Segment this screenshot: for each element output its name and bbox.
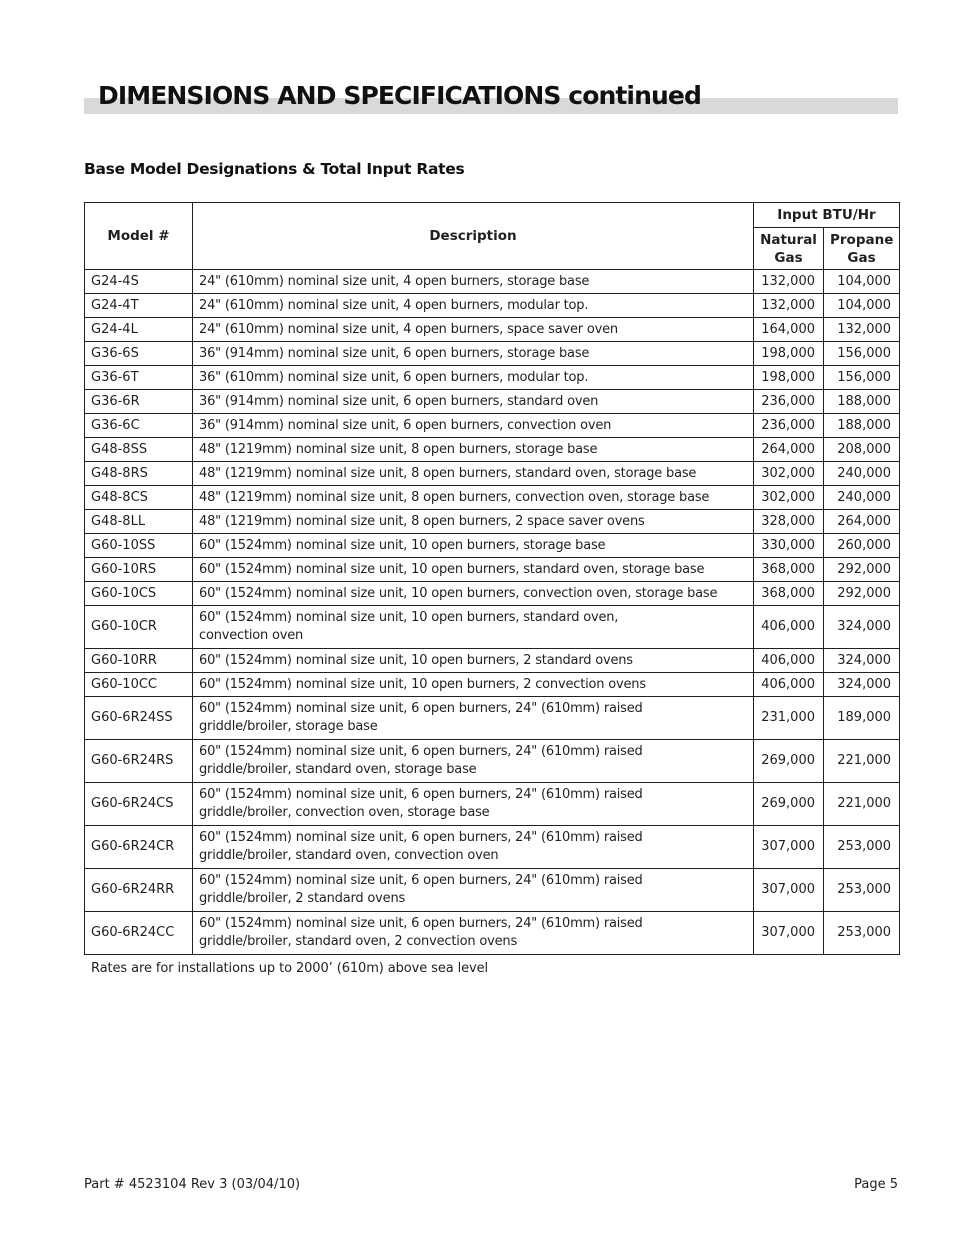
table-row — [85, 270, 900, 294]
page-number: Page 5 — [854, 1177, 898, 1192]
cell-natural-gas: 368,000 — [754, 582, 824, 606]
cell-description — [193, 366, 754, 390]
description-line: 60" (1524mm) nominal size unit, 10 open burners, 2 standard ovens — [199, 652, 633, 668]
table-row — [85, 558, 900, 582]
spec-table — [84, 202, 900, 955]
description-line: 60" (1524mm) nominal size unit, 10 open burners, convection oven, storage base — [199, 585, 718, 601]
cell-model: G36-6T — [85, 366, 193, 390]
cell-natural-gas: 269,000 — [754, 740, 824, 783]
description-line: 60" (1524mm) nominal size unit, 6 open burners, 24" (610mm) raised — [199, 744, 643, 759]
header-propane-gas: Propane Gas — [824, 228, 900, 270]
cell-model: G48-8SS — [85, 438, 193, 462]
cell-model: G60-6R24RR — [85, 869, 193, 912]
cell-model: G60-10RS — [85, 558, 193, 582]
description-line: 60" (1524mm) nominal size unit, 10 open burners, storage base — [199, 537, 606, 553]
cell-model: G60-10CR — [85, 606, 193, 649]
cell-natural-gas: 164,000 — [754, 318, 824, 342]
cell-description — [193, 534, 754, 558]
cell-description — [193, 342, 754, 366]
description-line: convection oven — [199, 628, 304, 643]
table-row — [85, 826, 900, 869]
cell-model: G48-8LL — [85, 510, 193, 534]
cell-natural-gas: 406,000 — [754, 673, 824, 697]
cell-description — [193, 740, 754, 783]
description-line: 48" (1219mm) nominal size unit, 8 open burners, convection oven, storage base — [199, 489, 710, 505]
cell-model: G24-4L — [85, 318, 193, 342]
table-row — [85, 673, 900, 697]
cell-propane-gas: 104,000 — [824, 294, 900, 318]
cell-model: G60-10SS — [85, 534, 193, 558]
cell-natural-gas: 307,000 — [754, 912, 824, 955]
description-line: 48" (1219mm) nominal size unit, 8 open burners, 2 space saver ovens — [199, 513, 645, 529]
cell-natural-gas: 368,000 — [754, 558, 824, 582]
cell-model: G60-6R24CS — [85, 783, 193, 826]
description-line: 60" (1524mm) nominal size unit, 6 open burners, 24" (610mm) raised — [199, 873, 643, 888]
cell-propane-gas: 104,000 — [824, 270, 900, 294]
cell-description — [193, 869, 754, 912]
table-row — [85, 510, 900, 534]
cell-natural-gas: 236,000 — [754, 390, 824, 414]
cell-natural-gas: 231,000 — [754, 697, 824, 740]
cell-natural-gas: 302,000 — [754, 462, 824, 486]
header-input-btu: Input BTU/Hr — [754, 203, 900, 228]
cell-natural-gas: 406,000 — [754, 649, 824, 673]
footnote: Rates are for installations up to 2000’ (610m) above sea level — [91, 961, 489, 976]
cell-propane-gas: 156,000 — [824, 366, 900, 390]
table-row — [85, 486, 900, 510]
table-row — [85, 342, 900, 366]
cell-description — [193, 673, 754, 697]
cell-model: G60-10CS — [85, 582, 193, 606]
description-line: griddle/broiler, convection oven, storage base — [199, 805, 490, 820]
description-line: griddle/broiler, standard oven, 2 convection ovens — [199, 934, 518, 949]
cell-propane-gas: 324,000 — [824, 673, 900, 697]
header-natural-gas: Natural Gas — [754, 228, 824, 270]
cell-description — [193, 318, 754, 342]
cell-natural-gas: 198,000 — [754, 342, 824, 366]
cell-model: G60-10RR — [85, 649, 193, 673]
description-line: 60" (1524mm) nominal size unit, 10 open burners, standard oven, — [199, 610, 619, 625]
cell-propane-gas: 221,000 — [824, 740, 900, 783]
cell-propane-gas: 240,000 — [824, 486, 900, 510]
cell-natural-gas: 236,000 — [754, 414, 824, 438]
table-row — [85, 414, 900, 438]
cell-natural-gas: 269,000 — [754, 783, 824, 826]
cell-description — [193, 912, 754, 955]
cell-model: G36-6C — [85, 414, 193, 438]
table-row — [85, 649, 900, 673]
table-row — [85, 606, 900, 649]
cell-natural-gas: 198,000 — [754, 366, 824, 390]
cell-description — [193, 294, 754, 318]
table-header — [85, 203, 900, 270]
description-line: griddle/broiler, storage base — [199, 719, 378, 734]
cell-natural-gas: 330,000 — [754, 534, 824, 558]
cell-model: G60-6R24RS — [85, 740, 193, 783]
cell-natural-gas: 406,000 — [754, 606, 824, 649]
cell-propane-gas: 260,000 — [824, 534, 900, 558]
section-heading: Base Model Designations & Total Input Rates — [84, 160, 465, 178]
description-line: 60" (1524mm) nominal size unit, 6 open burners, 24" (610mm) raised — [199, 830, 643, 845]
cell-propane-gas: 264,000 — [824, 510, 900, 534]
description-line: griddle/broiler, standard oven, storage base — [199, 762, 477, 777]
cell-description — [193, 606, 754, 649]
cell-natural-gas: 132,000 — [754, 270, 824, 294]
cell-propane-gas: 292,000 — [824, 558, 900, 582]
description-line: 60" (1524mm) nominal size unit, 10 open burners, 2 convection ovens — [199, 676, 646, 692]
cell-propane-gas: 253,000 — [824, 869, 900, 912]
cell-propane-gas: 189,000 — [824, 697, 900, 740]
header-model: Model # — [85, 203, 193, 270]
description-line: griddle/broiler, 2 standard ovens — [199, 891, 406, 906]
cell-description — [193, 438, 754, 462]
cell-natural-gas: 307,000 — [754, 869, 824, 912]
cell-propane-gas: 240,000 — [824, 462, 900, 486]
cell-natural-gas: 132,000 — [754, 294, 824, 318]
description-line: 48" (1219mm) nominal size unit, 8 open burners, standard oven, storage base — [199, 465, 697, 481]
cell-model: G48-8CS — [85, 486, 193, 510]
cell-propane-gas: 156,000 — [824, 342, 900, 366]
table-row — [85, 318, 900, 342]
cell-propane-gas: 132,000 — [824, 318, 900, 342]
cell-natural-gas: 264,000 — [754, 438, 824, 462]
cell-model: G60-10CC — [85, 673, 193, 697]
cell-description — [193, 486, 754, 510]
description-line: 60" (1524mm) nominal size unit, 10 open burners, standard oven, storage base — [199, 561, 705, 577]
table-row — [85, 912, 900, 955]
table-row — [85, 740, 900, 783]
description-line: 60" (1524mm) nominal size unit, 6 open burners, 24" (610mm) raised — [199, 916, 643, 931]
table-row — [85, 534, 900, 558]
table-row — [85, 390, 900, 414]
cell-model: G60-6R24SS — [85, 697, 193, 740]
description-line: 24" (610mm) nominal size unit, 4 open burners, space saver oven — [199, 321, 618, 337]
cell-description — [193, 826, 754, 869]
description-line: 60" (1524mm) nominal size unit, 6 open burners, 24" (610mm) raised — [199, 701, 643, 716]
description-line: 36" (914mm) nominal size unit, 6 open burners, storage base — [199, 345, 590, 361]
description-line: 60" (1524mm) nominal size unit, 6 open burners, 24" (610mm) raised — [199, 787, 643, 802]
cell-description — [193, 270, 754, 294]
table-row — [85, 783, 900, 826]
cell-model: G60-6R24CR — [85, 826, 193, 869]
description-line: 24" (610mm) nominal size unit, 4 open burners, modular top. — [199, 297, 589, 313]
cell-propane-gas: 253,000 — [824, 826, 900, 869]
table-row — [85, 294, 900, 318]
cell-description — [193, 390, 754, 414]
cell-model: G60-6R24CC — [85, 912, 193, 955]
cell-propane-gas: 253,000 — [824, 912, 900, 955]
table-row — [85, 462, 900, 486]
cell-description — [193, 783, 754, 826]
cell-model: G24-4T — [85, 294, 193, 318]
cell-propane-gas: 188,000 — [824, 390, 900, 414]
cell-description — [193, 510, 754, 534]
cell-model: G36-6R — [85, 390, 193, 414]
cell-description — [193, 414, 754, 438]
description-line: 36" (914mm) nominal size unit, 6 open burners, convection oven — [199, 417, 612, 433]
cell-description — [193, 558, 754, 582]
table-row — [85, 438, 900, 462]
cell-description — [193, 462, 754, 486]
page-title: DIMENSIONS AND SPECIFICATIONS continued — [98, 81, 701, 110]
cell-description — [193, 582, 754, 606]
cell-description — [193, 697, 754, 740]
cell-propane-gas: 221,000 — [824, 783, 900, 826]
table-row — [85, 697, 900, 740]
cell-natural-gas: 302,000 — [754, 486, 824, 510]
table-row — [85, 366, 900, 390]
cell-propane-gas: 324,000 — [824, 649, 900, 673]
cell-propane-gas: 292,000 — [824, 582, 900, 606]
header-description: Description — [193, 203, 754, 270]
cell-model: G48-8RS — [85, 462, 193, 486]
description-line: 36" (610mm) nominal size unit, 6 open burners, modular top. — [199, 369, 589, 385]
table-row — [85, 869, 900, 912]
table-row — [85, 582, 900, 606]
description-line: 36" (914mm) nominal size unit, 6 open burners, standard oven — [199, 393, 599, 409]
cell-natural-gas: 307,000 — [754, 826, 824, 869]
cell-propane-gas: 188,000 — [824, 414, 900, 438]
cell-propane-gas: 324,000 — [824, 606, 900, 649]
description-line: griddle/broiler, standard oven, convection oven — [199, 848, 499, 863]
part-number: Part # 4523104 Rev 3 (03/04/10) — [84, 1177, 301, 1192]
cell-model: G24-4S — [85, 270, 193, 294]
cell-propane-gas: 208,000 — [824, 438, 900, 462]
table-body — [85, 270, 900, 955]
cell-model: G36-6S — [85, 342, 193, 366]
description-line: 48" (1219mm) nominal size unit, 8 open burners, storage base — [199, 441, 598, 457]
cell-natural-gas: 328,000 — [754, 510, 824, 534]
description-line: 24" (610mm) nominal size unit, 4 open burners, storage base — [199, 273, 590, 289]
cell-description — [193, 649, 754, 673]
